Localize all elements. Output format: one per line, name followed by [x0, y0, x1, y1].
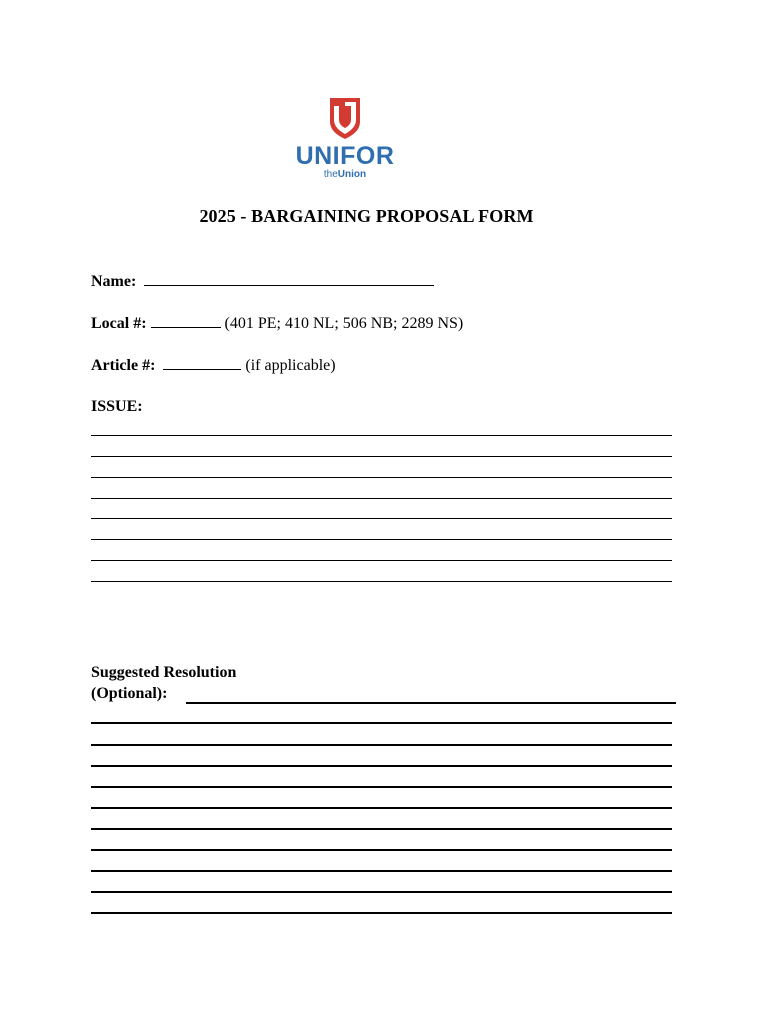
- resolution-line[interactable]: [91, 891, 672, 893]
- resolution-optional-label: (Optional):: [91, 685, 168, 702]
- logo-tagline-suffix: Union: [337, 169, 367, 180]
- resolution-line[interactable]: [91, 807, 672, 809]
- resolution-line[interactable]: [91, 744, 672, 746]
- article-label: Article #:: [91, 357, 156, 374]
- article-field[interactable]: [163, 356, 241, 370]
- issue-line[interactable]: [91, 498, 672, 499]
- issue-line[interactable]: [91, 456, 672, 457]
- article-hint: (if applicable): [245, 357, 336, 374]
- article-row: [91, 356, 336, 375]
- unifor-logo: [290, 96, 400, 192]
- name-row: [91, 272, 434, 291]
- form-title: 2025 - BARGAINING PROPOSAL FORM: [199, 206, 534, 226]
- resolution-line[interactable]: [91, 765, 672, 767]
- resolution-label: Suggested Resolution: [91, 664, 237, 681]
- issue-line[interactable]: [91, 560, 672, 561]
- name-label: Name:: [91, 273, 137, 290]
- issue-line[interactable]: [91, 518, 672, 519]
- resolution-line[interactable]: [91, 849, 672, 851]
- local-field[interactable]: [151, 314, 221, 328]
- resolution-line[interactable]: [91, 828, 672, 830]
- resolution-optional-row: [91, 685, 167, 703]
- issue-label-row: [91, 398, 143, 416]
- issue-label: ISSUE:: [91, 398, 143, 415]
- local-row: [91, 314, 463, 333]
- logo-tagline-prefix: the: [323, 169, 338, 180]
- resolution-line[interactable]: [91, 786, 672, 788]
- issue-line[interactable]: [91, 477, 672, 478]
- issue-line[interactable]: [91, 435, 672, 436]
- unifor-shield-icon: [328, 96, 362, 140]
- logo-tagline: [290, 169, 400, 180]
- name-field[interactable]: [144, 272, 434, 286]
- resolution-line[interactable]: [91, 870, 672, 872]
- logo-wordmark: UNIFOR: [295, 142, 395, 170]
- issue-line[interactable]: [91, 539, 672, 540]
- resolution-first-line[interactable]: [186, 702, 676, 704]
- resolution-line[interactable]: [91, 912, 672, 914]
- local-hint: (401 PE; 410 NL; 506 NB; 2289 NS): [224, 315, 464, 332]
- local-label: Local #:: [91, 315, 147, 332]
- issue-line[interactable]: [91, 581, 672, 582]
- resolution-line[interactable]: [91, 722, 672, 724]
